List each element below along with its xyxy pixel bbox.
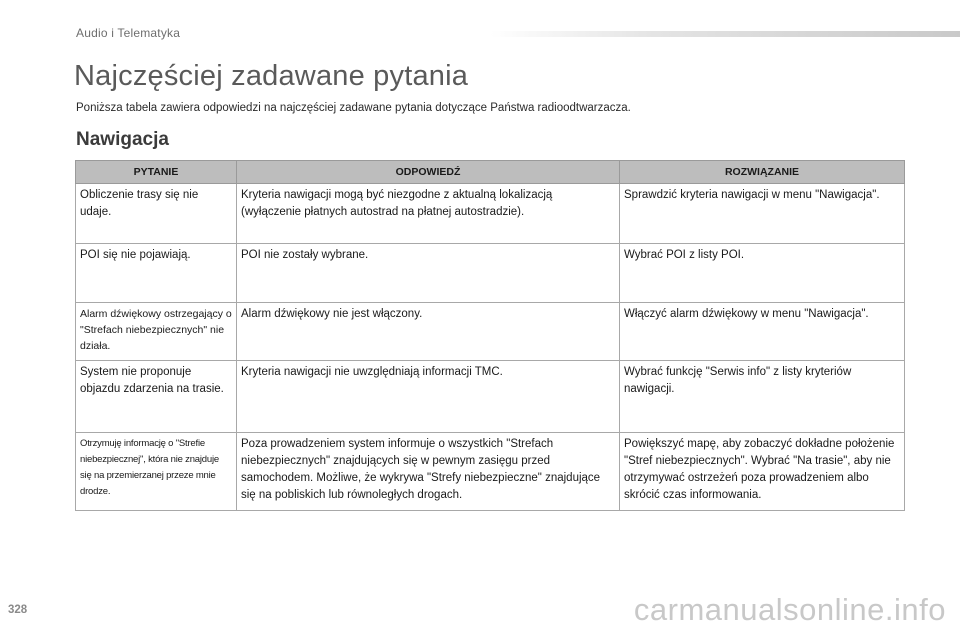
solution-cell: Wybrać funkcję "Serwis info" z listy kryteriów nawigacji. [620,361,905,433]
header-answer: ODPOWIEDŹ [237,161,620,184]
section-title: Nawigacja [76,129,169,150]
table-header-row [76,161,905,184]
intro-text: Poniższa tabela zawiera odpowiedzi na najczęściej zadawane pytania dotyczące Państwa radioodtwarzacza. [76,102,631,114]
table-row [76,244,905,303]
faq-table [75,160,905,511]
solution-cell: Sprawdzić kryteria nawigacji w menu "Nawigacja". [620,184,905,244]
chapter-label: Audio i Telematyka [76,26,181,40]
watermark: carmanualsonline.info [633,592,946,627]
table-row [76,184,905,244]
solution-cell: Wybrać POI z listy POI. [620,244,905,303]
page-number: 328 [8,604,28,616]
answer-cell: Kryteria nawigacji mogą być niezgodne z aktualną lokalizacją (wyłączenie płatnych autostrad na płatnej autostradzie). [237,184,620,244]
solution-cell: Powiększyć mapę, aby zobaczyć dokładne położenie "Stref niebezpiecznych". Wybrać "Na trasie", aby nie otrzymywać ostrzeżeń poza prowadzeniem albo skrócić czas informowania. [620,433,905,511]
header-solution: ROZWIĄZANIE [620,161,905,184]
answer-cell: POI nie zostały wybrane. [237,244,620,303]
question-cell: Otrzymuję informację o "Strefie niebezpiecznej", która nie znajduje się na przemierzanej przeze mnie drodze. [76,433,237,511]
solution-cell: Włączyć alarm dźwiękowy w menu "Nawigacja". [620,303,905,361]
question-cell: Alarm dźwiękowy ostrzegający o "Strefach niebezpiecznych" nie działa. [76,303,237,361]
page-title: Najczęściej zadawane pytania [74,60,469,92]
header-gradient-bar [490,31,960,37]
table-row [76,433,905,511]
question-cell: System nie proponuje objazdu zdarzenia na trasie. [76,361,237,433]
answer-cell: Poza prowadzeniem system informuje o wszystkich "Strefach niebezpiecznych" znajdujących się w pewnym zasięgu przed samochodem. Możliwe, że wykrywa "Strefy niebezpieczne" znajdujące się na pobliskich lub równoległych drogach. [237,433,620,511]
table-row [76,303,905,361]
question-cell: POI się nie pojawiają. [76,244,237,303]
header-question: PYTANIE [76,161,237,184]
answer-cell: Kryteria nawigacji nie uwzględniają informacji TMC. [237,361,620,433]
answer-cell: Alarm dźwiękowy nie jest włączony. [237,303,620,361]
table-row [76,361,905,433]
question-cell: Obliczenie trasy się nie udaje. [76,184,237,244]
